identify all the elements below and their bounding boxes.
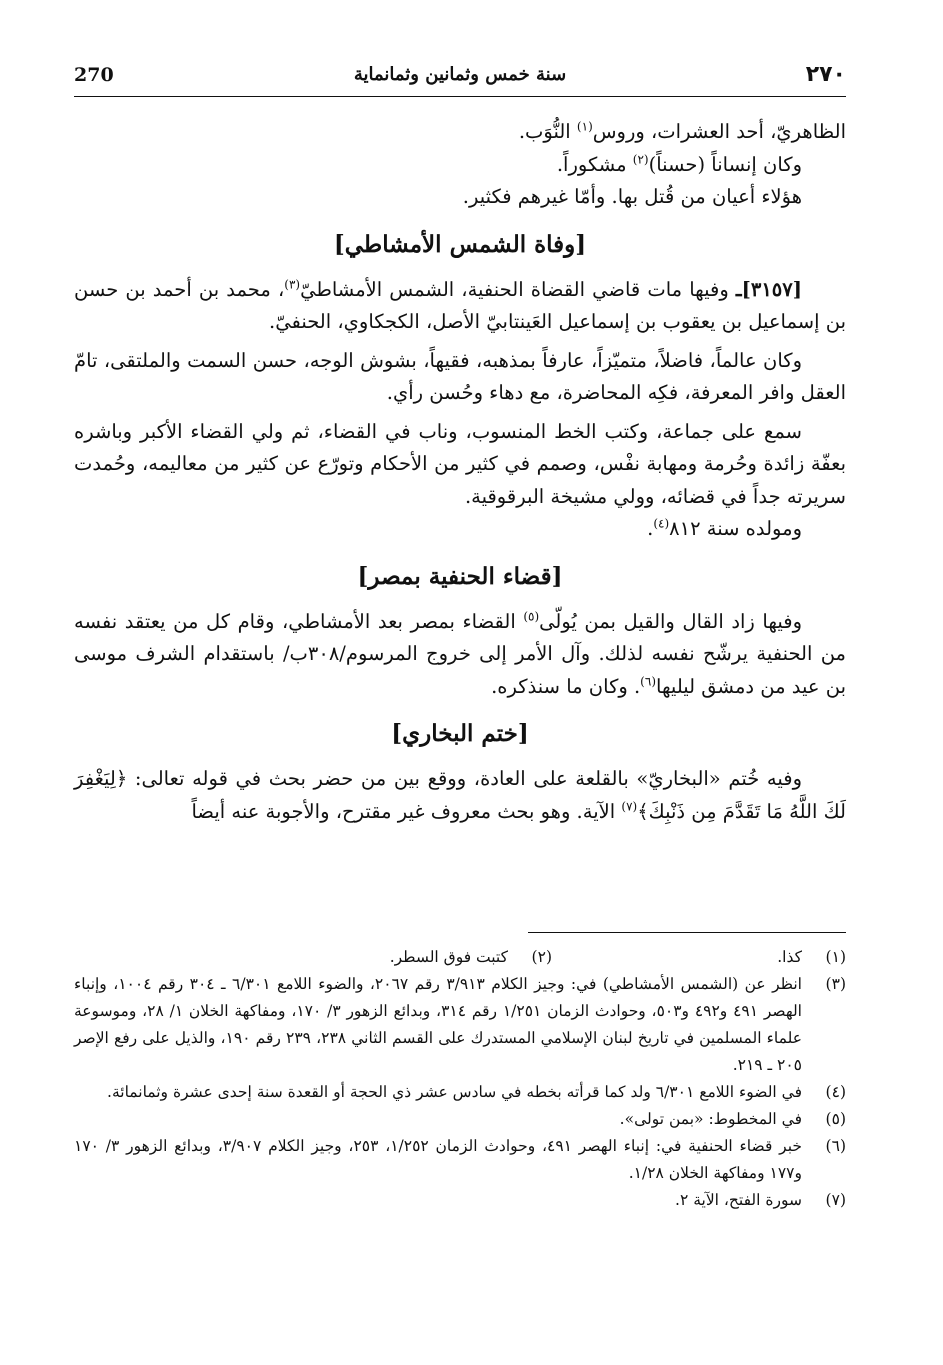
footnote-separator: [528, 932, 846, 933]
paragraph: الظاهريّ، أحد العشرات، وروس$^{(١)}$ النُّوَب.: [518, 119, 846, 143]
footnote-ref: (٧): [621, 799, 638, 813]
section-heading-amshati: [وفاة الشمس الأمشاطي]: [333, 230, 587, 258]
footnote: (٣) انظر عن (الشمس الأمشاطي) في: وجيز الكلام ٣/٩١٣ رقم ٢٠٦٧، والضوء اللامع ٦/٣٠١ ـ ٣٠٤ رقم ١٠٠٤، وإنباء الهصر ٤٩١ و٤٩٢ و٥٠٣، وحوادث الزمان ١/٢٥١ رقم ٣١٤، وبدائع الزهور ٣/ ١٧٠، ومفاكهة الخلان ١/ ٢٨، وموسوعة علماء المسلمين في تاريخ لبنان الإسلامي المستدرك على القسم الثاني ٢٣٨، ٢٣٩ رقم ١٩٠، والذيل على رفع الإصر ٢٠٥ ـ ٢١٩.: [74, 975, 846, 1074]
running-header: [74, 62, 846, 97]
paragraph: هؤلاء أعيان من قُتل بها. وأمّا غيرهم فكثير.: [462, 185, 802, 208]
page-number-arabic: ٢٧٠: [805, 62, 846, 87]
paragraph: وفيها زاد القال والقيل بمن يُولّى$^{(٥)}$ القضاء بمصر بعد الأمشاطي، وقام كل من يعتقد نفسه من الحنفية يرشّح نفسه لذلك. وآل الأمر إلى خروج المرسوم/٣٠٨ب/ باستقدام الشرف موسى بن عيد من دمشق ليليها$^{(٦)}$. وكان ما سنذكره.: [74, 609, 846, 698]
section-heading-hanafi-judgeship: [قضاء الحنفية بمصر]: [357, 562, 563, 590]
footnote: (٤) في الضوء اللامع ٦/٣٠١ ولد كما قرأته بخطه في سادس عشر ذي الحجة أو القعدة سنة إحدى عشرة وثمانمائة.: [107, 1083, 846, 1101]
footnote: (١) كذا.: [777, 948, 846, 966]
footnote: (٧) سورة الفتح، الآية ٢.: [675, 1191, 846, 1209]
footnote: (٦) خبر قضاء الحنفية في: إنباء الهصر ٤٩١، وحوادث الزمان ١/٢٥٢، ٢٥٣، وجيز الكلام ٣/٩٠٧، وبدائع الزهور ٣/ ١٧٠ و١٧٧ ومفاكهة الخلان ١/٢٨.: [74, 1137, 846, 1182]
entry-number: [٣١٥٧]ـ: [735, 277, 802, 301]
footnote: (٥) في المخطوط: «بمن تولى».: [619, 1110, 846, 1128]
footnote: (٢) كتبت فوق السطر.: [389, 948, 552, 966]
footnote-ref: (٢): [632, 152, 649, 166]
footnote-ref: (٦): [640, 674, 656, 688]
footnote-ref: (٤): [653, 516, 670, 531]
paragraph: وكان عالماً، فاضلاً، متميّزاً، عارفاً بمذهبه، فقيهاً، بشوش الوجه، حسن السمت والملتقى، تامّ العقل وافر المعرفة، فكِه المحاضرة، مع دهاء وحُسن رأي.: [74, 348, 846, 404]
footnote-ref: (١): [576, 119, 593, 134]
paragraph: سمع على جماعة، وكتب الخط المنسوب، وناب في القضاء، ثم ولي القضاء الأكبر وباشره بعفّة زائدة وحُرمة ومهابة نفْس، وصمم في كثير من الأحكام وتورّع عن كثير من معاليمه، وحُمدت سريرته جداً في قضائه، وولي مشيخة البرقوقية.: [74, 419, 846, 508]
page-number-latin: 270: [74, 64, 114, 86]
paragraph: وفيه خُتم «البخاريّ» بالقلعة على العادة، ووقع بين من حضر بحث في قوله تعالى: ﴿لِيَغْفِرَ لَكَ اللَّهُ مَا تَقَدَّمَ مِن ذَنْبِكَ﴾$^{(٧)}$ الآية. وهو بحث معروف غير مقترح، والأجوبة عنه أيضاً: [74, 767, 846, 823]
footnote-row: [74, 944, 846, 971]
running-title: سنة خمس وثمانين وثمانماية: [353, 64, 567, 85]
entry-paragraph: [٣١٥٧]ـ وفيها مات قاضي القضاة الحنفية، الشمس الأمشاطيّ$^{(٣)}$، محمد بن أحمد بن حسن بن إسماعيل بن يعقوب بن إسماعيل العَينتابيّ الأصل، الكجكاوي، الحنفيّ.: [74, 277, 846, 333]
paragraph: ومولده سنة ٨١٢$^{(٤)}$.: [647, 516, 802, 540]
paragraph: وكان إنساناً (حسناً)$^{(٢)}$ مشكوراً.: [556, 152, 802, 176]
footnote-ref: (٥): [523, 609, 540, 623]
footnotes: [74, 944, 846, 1214]
section-heading-bukhari: [ختم البخاري]: [391, 720, 529, 747]
footnote-ref: (٣): [284, 277, 301, 291]
main-text: [74, 116, 846, 828]
